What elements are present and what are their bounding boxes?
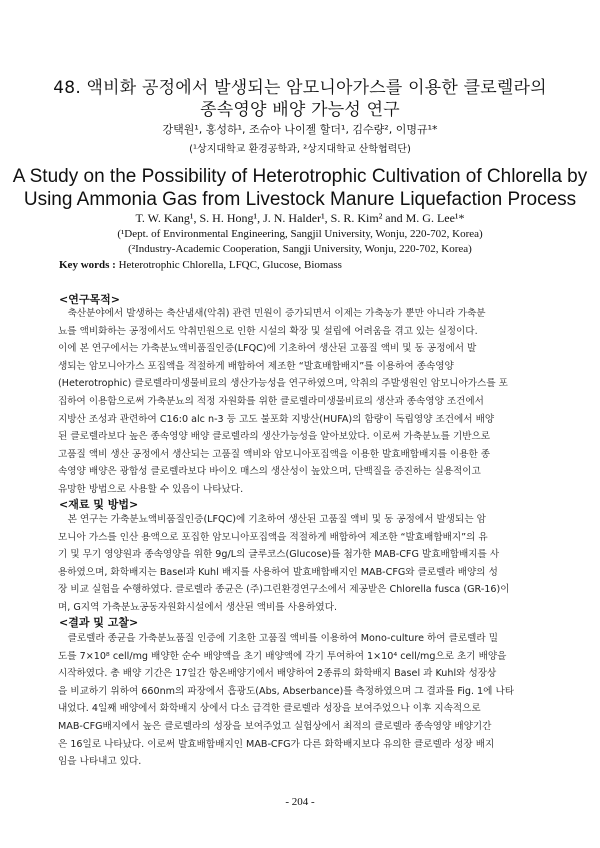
body-line: 클로렐라 종균을 가축분뇨품질 인증에 기초한 고품질 액비를 이용하여 Mono-culture 하여 클로렐라 밀 [58, 633, 499, 644]
body-line: 생되는 암모니아가스 포집액을 적절하게 배합하여 제조한 “발효배합배지”를 이용하여 종속영양 [58, 360, 454, 372]
section-body-methods [58, 511, 544, 617]
keywords-text: Heterotrophic Chlorella, LFQC, Glucose, Biomass [118, 259, 342, 271]
body-line: 며, G지역 가축분뇨공동자원화시설에서 생산된 액비를 사용하였다. [58, 601, 338, 613]
english-title-line1: A Study on the Possibility of Heterotrophic Cultivation of Chlorella by [12, 166, 588, 187]
section-heading-methods: <재료 및 방법> [59, 498, 139, 511]
keywords-label: Key words : [59, 259, 116, 271]
body-line: 임을 나타내고 있다. [58, 756, 142, 768]
korean-title-line1: 48. 액비화 공정에서 발생되는 암모니아가스를 이용한 클로렐라의 [53, 78, 547, 98]
page-number: - 204 - [285, 796, 315, 808]
english-authors: T. W. Kang¹, S. H. Hong¹, J. N. Halder¹, S. R. Kim² and M. G. Lee¹* [135, 211, 465, 225]
body-line: 집하여 이용함으로써 가축분뇨의 적정 자원화를 위한 클로렐라미생물비료의 생산과 종속영양 조건에서 [58, 395, 484, 407]
korean-title-line2: 종속영양 배양 가능성 연구 [200, 100, 400, 120]
body-line: 용하였으며, 화학배지는 Basel과 Kuhl 배지를 사용하여 발효배합배지인 MAB-CFG와 클로렐라 배양의 성 [58, 566, 498, 578]
body-line: 이에 본 연구에서는 가축분뇨액비품질인증(LFQC)에 기초하여 생산된 고품질 액비 및 동 공정에서 발 [58, 343, 477, 355]
body-line: 된 클로렐라보다 높은 종속영양 배양 클로렐라의 생산가능성을 알아보았다. 이로써 가축분뇨를 기반으로 [58, 431, 491, 443]
body-line: 시작하였다. 총 배양 기간은 17일간 항온배양기에서 배양하여 2종류의 화학배지 Basel 과 Kuhl와 성장상 [58, 668, 497, 680]
korean-authors: 강택원¹, 홍성하¹, 조슈아 나이젤 할더¹, 김수량², 이명규¹* [162, 123, 438, 136]
section-heading-results: <결과 및 고찰> [59, 616, 139, 629]
body-line: 축산분야에서 발생하는 축산냄새(악취) 관련 민원이 증가되면서 이제는 가축농가 뿐만 아니라 가축분 [58, 308, 486, 319]
body-line: 지방산 조성과 관련하여 C16:0 alc n-3 등 고도 불포화 지방산(HUFA)의 함량이 독립영양 조건에서 배양 [58, 413, 495, 425]
body-line: 기 및 무기 영양원과 종속영양을 위한 9g/L의 글루코스(Glucose)를 첨가한 MAB-CFG 발효배합배지를 사 [58, 549, 500, 561]
body-line: 유망한 방법으로 사용할 수 있음이 나타났다. [58, 483, 244, 495]
body-line: MAB-CFG배지에서 높은 클로렐라의 성장을 보여주었고 실험상에서 최적의 클로렐라 종속영양 배양기간 [58, 720, 492, 732]
body-line: 본 연구는 가축분뇨액비품질인증(LFQC)에 기초하여 생산된 고품질 액비 및 동 공정에서 발생되는 암 [58, 514, 486, 525]
body-line: 모니아 가스를 인산 용액으로 포집한 암모니아포집액을 적절하게 배합하여 제조한 “발효배합배지”의 유 [58, 531, 488, 543]
english-affiliation-line2: (²Industry-Academic Cooperation, Sangji University, Wonju, 220-702, Korea) [128, 243, 472, 255]
keywords [59, 259, 342, 271]
body-line: (Heterotrophic) 클로렐라미생물비료의 생산가능성을 연구하였으며, 악취의 주발생원인 암모니아가스를 포 [58, 378, 508, 390]
body-line: 도를 7×10⁸ cell/mg 배양한 순수 배양액을 초기 배양액에 각기 투여하여 1×10⁴ cell/mg으로 초기 배양을 [58, 650, 507, 662]
body-line: 은 16일로 나타났다. 이로써 발효배합배지인 MAB-CFG가 다른 화학배지보다 유의한 클로렐라 성장 배지 [58, 738, 495, 750]
section-body-purpose [58, 305, 544, 499]
english-affiliation-line1: (¹Dept. of Environmental Engineering, Sangjil University, Wonju, 220-702, Korea) [117, 228, 483, 240]
body-line: 을 비교하기 위하여 660nm의 파장에서 흡광도(Abs, Abserbance)를 측정하였으며 그 결과를 Fig. 1에 나타 [58, 685, 514, 697]
body-line: 내었다. 4일째 배양에서 화학배지 상에서 다소 급격한 클로렐라 성장을 보여주었으나 이후 지속적으로 [58, 703, 481, 715]
body-line: 장 비교 실험을 수행하였다. 클로렐라 종균은 (주)그린환경연구소에서 제공받은 Chlorella fusca (GR-16)이 [58, 584, 510, 596]
section-body-results [58, 630, 544, 771]
section-heading-purpose: <연구목적> [59, 293, 120, 306]
body-line: 고품질 액비 생산 공정에서 생산되는 고품질 액비와 암모니아포집액을 이용한 발효배합배지를 이용한 종 [58, 448, 491, 460]
korean-affiliation: (¹상지대학교 환경공학과, ²상지대학교 산학협력단) [189, 144, 411, 155]
body-line: 뇨를 액비화하는 공정에서도 악취민원으로 인한 시설의 확장 및 설립에 어려움을 겪고 있는 실정이다. [58, 325, 478, 337]
body-line: 속영양 배양은 광합성 클로렐라보다 바이오 매스의 생산성이 높았으며, 단백질을 증진하는 실용적이고 [58, 466, 481, 478]
english-title-line2: Using Ammonia Gas from Livestock Manure Liquefaction Process [23, 189, 577, 210]
